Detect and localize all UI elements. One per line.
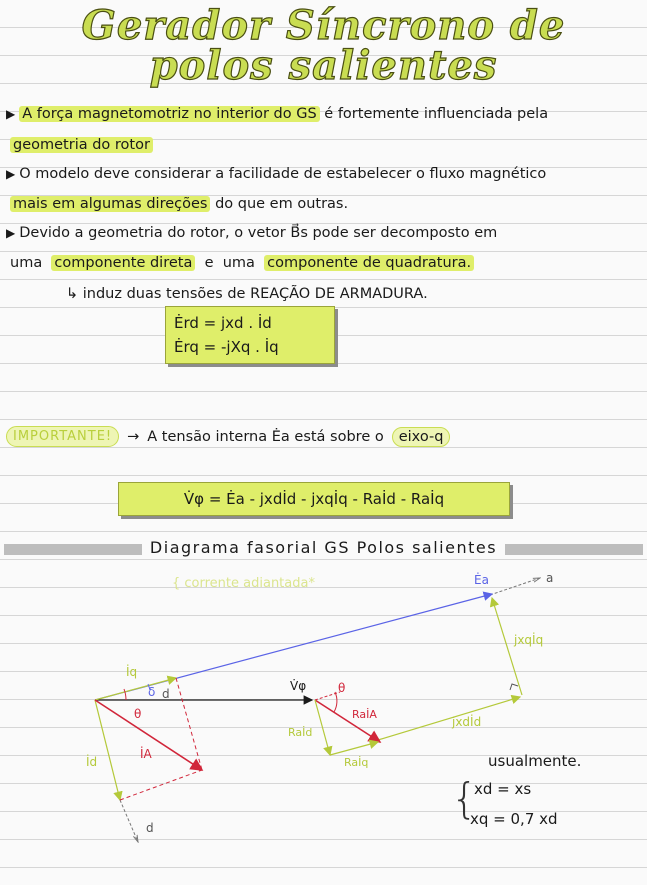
page-title-line2: polos salientes <box>149 42 498 89</box>
erd-equation: Ėrd = jxd . İd <box>174 314 272 332</box>
bullet-icon: ▶ <box>6 167 16 181</box>
bullet-text: componente de quadratura. <box>264 255 474 271</box>
bullet-text: é fortemente influenciada pela <box>319 106 549 122</box>
bullet-1-line1 <box>6 106 548 122</box>
bullet-3-line2 <box>10 255 474 271</box>
xd-equation: xd = xs <box>474 780 532 798</box>
a-axis-label: a <box>546 571 554 585</box>
id-label: İd <box>86 755 98 769</box>
raid-label: Raİd <box>288 726 313 739</box>
bullet-1-line2 <box>10 137 153 153</box>
bullet-text: do que em outras. <box>210 196 349 212</box>
raiq-label: Raİq <box>344 756 369 769</box>
leading-current-note: { corrente adiantada* <box>172 576 315 591</box>
delta-label: δ <box>148 685 156 699</box>
bullet-text: Devido a geometria do rotor, o vetor B⃗s pode ser decomposto em <box>19 225 498 241</box>
important-line <box>6 426 450 447</box>
usually-title: usualmente. <box>488 752 582 770</box>
q-axis-line <box>490 578 540 595</box>
diagram-title: Diagrama fasorial GS Polos salientes <box>0 538 647 557</box>
d-axis-label: d <box>146 821 154 835</box>
theta-arc-2 <box>334 692 337 712</box>
jxdid-label: jxdİd <box>452 715 482 729</box>
id-phasor <box>95 700 120 800</box>
theta-label: θ <box>134 707 142 721</box>
arrow-icon: → <box>127 428 140 445</box>
reaction-equations-box <box>165 306 335 364</box>
jxqiq-label: jxqİq <box>514 633 544 647</box>
important-badge: IMPORTANTE! <box>6 426 119 447</box>
bullet-text: uma <box>10 255 52 271</box>
bullet-text: componente direta <box>51 255 195 271</box>
induz-line: ↳ induz duas tensões de REAÇÃO DE ARMADURA. <box>66 286 428 302</box>
bullet-2-line2 <box>10 196 348 212</box>
jxdid-phasor <box>378 697 520 740</box>
bullet-text: e uma <box>195 255 265 271</box>
brace-icon: { <box>451 774 478 823</box>
bullet-icon: ▶ <box>6 226 16 240</box>
theta-label-2: θ <box>338 681 346 695</box>
bullet-text: O modelo deve considerar a facilidade de estabelecer o fluxo magnético <box>19 166 547 182</box>
ia-label: İA <box>140 747 152 761</box>
d-label-top: d <box>162 687 170 701</box>
theta-arc <box>124 689 126 700</box>
terminal-voltage-equation: V̇φ = Ėa - jxdİd - jxqİq - Raİd - Raİq <box>118 482 510 516</box>
right-angle-mark <box>510 684 518 690</box>
bullet-3-line1 <box>6 225 497 241</box>
raia-label: RaİA <box>352 708 377 721</box>
ea-label: Ėa <box>474 573 489 587</box>
page-title-line1: Gerador Síncrono de <box>81 2 566 49</box>
important-text: A tensão interna Ėa está sobre o <box>147 428 384 445</box>
d-axis-line <box>120 800 138 842</box>
xq-equation: xq = 0,7 xd <box>470 810 558 828</box>
erq-equation: Ėrq = -jXq . İq <box>174 338 279 356</box>
vphi-label: V̇φ <box>290 679 307 693</box>
raiq-phasor <box>330 742 378 755</box>
iq-label: İq <box>126 665 138 679</box>
q-axis-label: eixo-q <box>392 427 451 447</box>
bullet-2-line1 <box>6 166 546 182</box>
bullet-text: geometria do rotor <box>10 137 153 153</box>
bullet-text: mais em algumas direções <box>10 196 210 212</box>
projection-line <box>120 770 202 800</box>
bullet-icon: ▶ <box>6 107 16 121</box>
bullet-text: A força magnetomotriz no interior do GS <box>19 106 319 122</box>
